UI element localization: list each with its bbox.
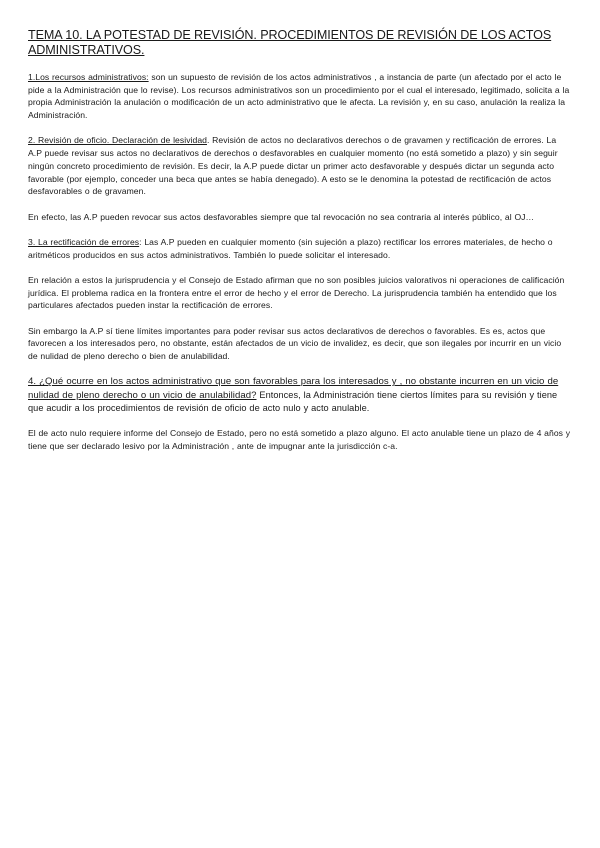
section-heading: 1.Los recursos administrativos:	[28, 72, 149, 82]
paragraph-acto-nulo: El de acto nulo requiere informe del Consejo de Estado, pero no está sometido a plazo alguno. El acto anulable tiene un plazo de 4 años y tiene que ser declarado lesivo por la Administración , ante de impugnar ante la jurisdicción c-a.	[28, 428, 571, 452]
section-recursos	[28, 71, 572, 122]
section-heading: 3. La rectificación de errores	[28, 236, 140, 247]
section-text: . Revisión de actos no declarativos derechos o de gravamen y rectificación de errores. La A.P puede revisar sus actos no declarativos de derechos o desfavorables en cualquier momento (no está sometido a plazo) y sin seguir ningún concreto procedimiento de revisión. Es decir, la A.P puede dictar un primer acto desfavorable y después dictar un segunda acto favorable (por ejemplo, conceder una beca que antes se había denegado). A esto se le denomina la potestad de rectificación de actos desfavorables o de gravamen.	[28, 135, 558, 197]
document-title: TEMA 10. LA POTESTAD DE REVISIÓN. PROCEDIMIENTOS DE REVISIÓN DE LOS ACTOS ADMINISTRATIVOS.	[28, 28, 552, 57]
section-heading: 4. ¿Qué ocurre en los actos administrativo que son favorables para los interesados y , no obstante incurren en un vicio de nulidad de pleno derecho o un vicio de anulabilidad?	[28, 376, 559, 401]
section-revision-oficio	[28, 134, 572, 198]
section-text: son un supuesto de revisión de los actos administrativos , a instancia de parte (un afectado por el acto le pide a la Administración que lo revise). Los recursos administrativos son un procedimiento por el cual el interesado, legitimado, solicita a la propia Administración la anulación o modificación de un acto administrativo que le afecta. La revisión y, en su caso, anulación la realiza la Administración.	[28, 72, 570, 121]
paragraph-limites: Sin embargo la A.P sí tiene límites importantes para poder revisar sus actos declarativos de derechos o favorables. Es es, actos que favorecen a los interesados pero, no obstante, están afectados de un vicio de invalidez, es decir, que son ilegales por incurrir en un vicio de nulidad de pleno derecho o bien de anulabilidad.	[28, 325, 562, 361]
section-actos-favorables	[28, 375, 572, 415]
paragraph-revocacion: En efecto, las A.P pueden revocar sus actos desfavorables siempre que tal revocación no sea contraria al interés público, al OJ…	[28, 211, 535, 222]
section-rectificacion-errores	[28, 236, 572, 261]
section-heading: 2. Revisión de oficio. Declaración de lesividad	[28, 135, 207, 146]
section-text: Entonces, la Administración tiene ciertos límites para su revisión y tiene que acudir a los procedimientos de revisión de oficio de acto nulo y acto anulable.	[28, 389, 558, 414]
paragraph-jurisprudencia: En relación a estos la jurisprudencia y el Consejo de Estado afirman que no son posibles juicios valorativos ni operaciones de calificación jurídica. El problema radica en la frontera entre el error de hecho y el error de Derecho. La jurisprudencia también ha entendido que los particulares afectados pueden instar la rectificación de errores.	[28, 274, 565, 311]
section-text: : Las A.P pueden en cualquier momento (sin sujeción a plazo) rectificar los errores materiales, de hecho o aritméticos producidos en sus actos administrativos. También lo puede solicitar el interesado.	[28, 236, 553, 260]
